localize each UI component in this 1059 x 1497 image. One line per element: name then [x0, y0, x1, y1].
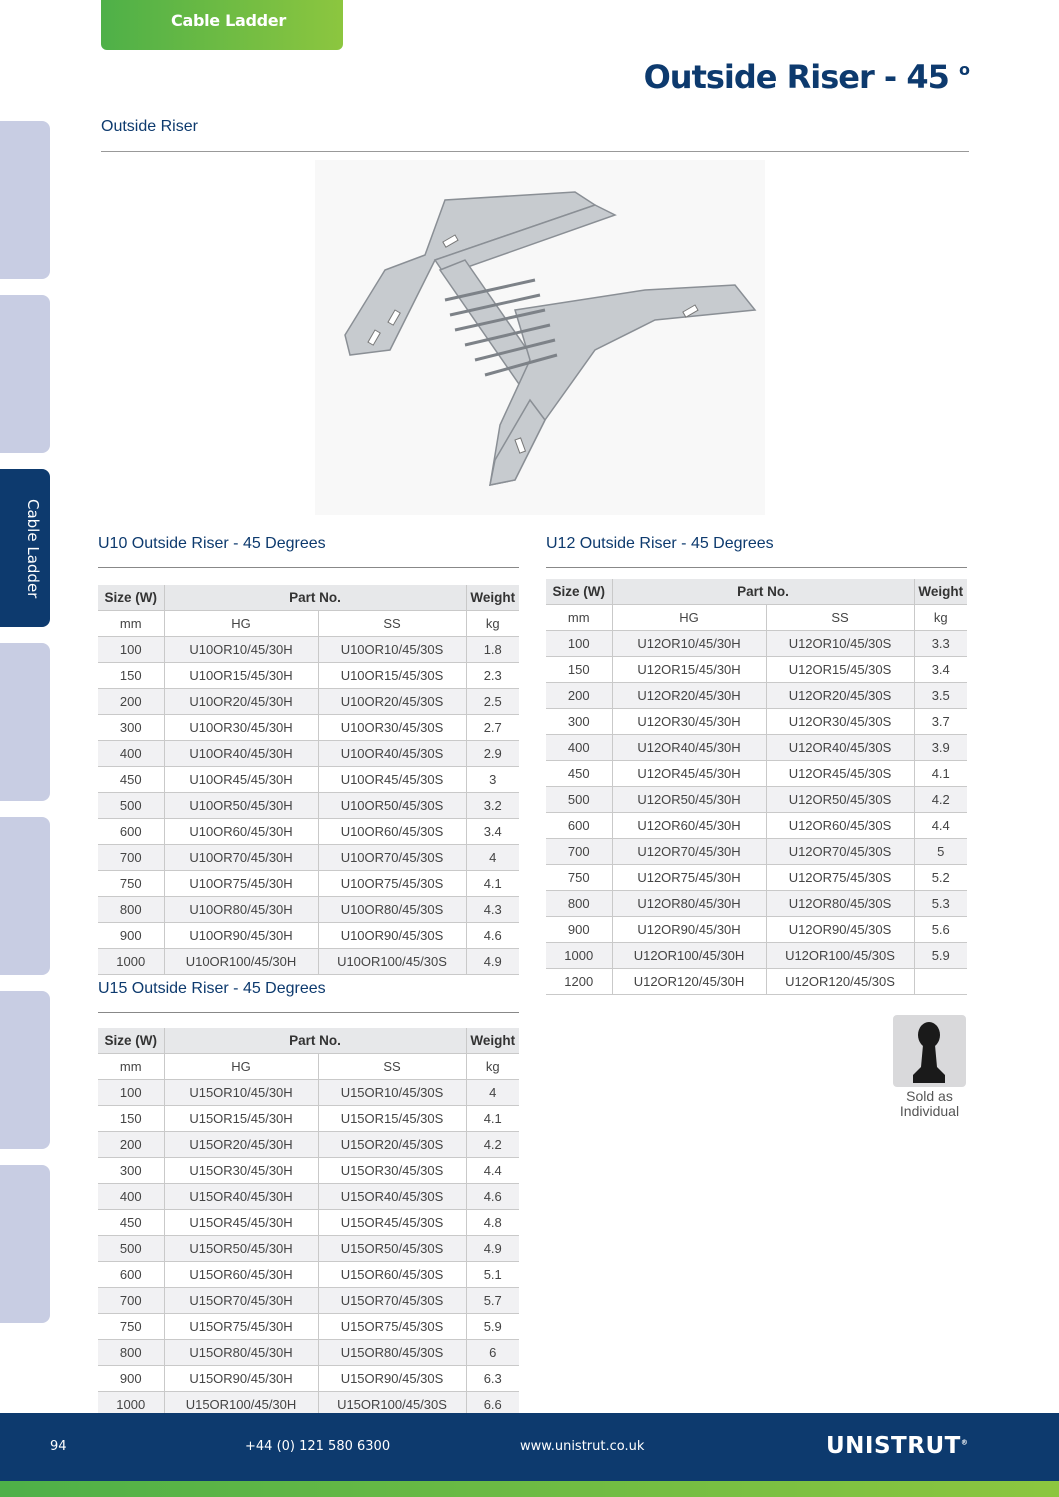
divider — [546, 567, 967, 568]
cell-ss-part: U10OR20/45/30S — [318, 689, 466, 715]
cell-ss-part: U10OR70/45/30S — [318, 845, 466, 871]
cell-hg-part: U10OR50/45/30H — [164, 793, 318, 819]
table-row — [98, 1106, 519, 1132]
cell-hg-part: U10OR90/45/30H — [164, 923, 318, 949]
cell-ss-part: U15OR50/45/30S — [318, 1236, 466, 1262]
cell-weight: 3.5 — [914, 683, 967, 709]
cell-size: 750 — [546, 865, 612, 891]
unit-kg: kg — [466, 611, 519, 637]
side-tab[interactable] — [0, 121, 50, 279]
cell-size: 800 — [546, 891, 612, 917]
table-row — [98, 663, 519, 689]
cell-weight: 4.8 — [466, 1210, 519, 1236]
cell-hg-part: U10OR40/45/30H — [164, 741, 318, 767]
table-units-row — [98, 611, 519, 637]
cell-weight: 5.1 — [466, 1262, 519, 1288]
unit-ss: SS — [318, 1054, 466, 1080]
cell-size: 600 — [98, 1262, 164, 1288]
cell-weight: 6.6 — [466, 1392, 519, 1418]
cell-size: 700 — [546, 839, 612, 865]
cell-weight: 4.6 — [466, 1184, 519, 1210]
cell-ss-part: U12OR90/45/30S — [766, 917, 914, 943]
cell-size: 300 — [98, 715, 164, 741]
table-row — [98, 1236, 519, 1262]
cell-size: 800 — [98, 1340, 164, 1366]
cell-hg-part: U12OR75/45/30H — [612, 865, 766, 891]
cell-size: 500 — [98, 1236, 164, 1262]
table-row — [98, 1340, 519, 1366]
table-row — [98, 1158, 519, 1184]
header-part-no: Part No. — [164, 1028, 466, 1054]
cell-weight: 4.9 — [466, 949, 519, 975]
table-title-u12: U12 Outside Riser - 45 Degrees — [546, 535, 774, 552]
cell-size: 400 — [546, 735, 612, 761]
degree-symbol: o — [959, 60, 969, 79]
cell-weight: 5.7 — [466, 1288, 519, 1314]
cell-size: 1000 — [98, 1392, 164, 1418]
cell-weight: 3.4 — [914, 657, 967, 683]
table-title-u10: U10 Outside Riser - 45 Degrees — [98, 535, 326, 552]
cell-size: 150 — [98, 663, 164, 689]
cell-weight: 3.9 — [914, 735, 967, 761]
table-units-row — [546, 605, 967, 631]
cell-weight: 4.2 — [914, 787, 967, 813]
table-row — [546, 891, 967, 917]
cell-weight: 5.6 — [914, 917, 967, 943]
side-tab[interactable] — [0, 817, 50, 975]
table-row — [546, 709, 967, 735]
cell-size: 450 — [98, 1210, 164, 1236]
cell-weight — [914, 969, 967, 995]
cell-ss-part: U15OR40/45/30S — [318, 1184, 466, 1210]
cell-weight: 4.3 — [466, 897, 519, 923]
cell-hg-part: U15OR50/45/30H — [164, 1236, 318, 1262]
u10-spec-table — [98, 585, 519, 975]
cell-size: 450 — [546, 761, 612, 787]
unit-hg: HG — [164, 1054, 318, 1080]
cell-ss-part: U15OR20/45/30S — [318, 1132, 466, 1158]
cell-weight: 4.4 — [466, 1158, 519, 1184]
cell-ss-part: U15OR70/45/30S — [318, 1288, 466, 1314]
cell-weight: 4.4 — [914, 813, 967, 839]
cell-hg-part: U12OR45/45/30H — [612, 761, 766, 787]
cell-size: 800 — [98, 897, 164, 923]
table-row — [98, 923, 519, 949]
cell-ss-part: U15OR45/45/30S — [318, 1210, 466, 1236]
header-weight: Weight — [466, 585, 519, 611]
cell-ss-part: U12OR100/45/30S — [766, 943, 914, 969]
table-row — [546, 839, 967, 865]
cell-hg-part: U15OR20/45/30H — [164, 1132, 318, 1158]
website-link[interactable]: www.unistrut.co.uk — [520, 1439, 645, 1454]
cell-hg-part: U12OR80/45/30H — [612, 891, 766, 917]
table-row — [98, 793, 519, 819]
cell-size: 300 — [98, 1158, 164, 1184]
table-row — [98, 637, 519, 663]
cell-size: 200 — [98, 1132, 164, 1158]
cell-ss-part: U15OR80/45/30S — [318, 1340, 466, 1366]
cell-ss-part: U15OR75/45/30S — [318, 1314, 466, 1340]
unit-mm: mm — [98, 611, 164, 637]
cell-ss-part: U12OR70/45/30S — [766, 839, 914, 865]
cell-ss-part: U10OR90/45/30S — [318, 923, 466, 949]
u15-spec-table — [98, 1028, 519, 1418]
table-row — [546, 761, 967, 787]
cell-size: 900 — [98, 1366, 164, 1392]
cell-hg-part: U15OR75/45/30H — [164, 1314, 318, 1340]
cell-hg-part: U12OR40/45/30H — [612, 735, 766, 761]
cell-hg-part: U12OR90/45/30H — [612, 917, 766, 943]
cell-weight: 4.1 — [466, 871, 519, 897]
cell-ss-part: U10OR40/45/30S — [318, 741, 466, 767]
header-size: Size (W) — [98, 585, 164, 611]
cell-weight: 4.1 — [466, 1106, 519, 1132]
cell-weight: 4 — [466, 1080, 519, 1106]
table-row — [546, 917, 967, 943]
cell-weight: 4 — [466, 845, 519, 871]
cell-weight: 3.7 — [914, 709, 967, 735]
table-title-u15: U15 Outside Riser - 45 Degrees — [98, 980, 326, 997]
cell-weight: 5.2 — [914, 865, 967, 891]
cell-hg-part: U15OR10/45/30H — [164, 1080, 318, 1106]
cell-size: 700 — [98, 845, 164, 871]
side-tab[interactable] — [0, 295, 50, 453]
table-row — [98, 689, 519, 715]
u12-spec-table — [546, 579, 967, 995]
cell-ss-part: U10OR15/45/30S — [318, 663, 466, 689]
divider — [101, 151, 969, 152]
cell-size: 400 — [98, 741, 164, 767]
cell-ss-part: U15OR30/45/30S — [318, 1158, 466, 1184]
unit-hg: HG — [612, 605, 766, 631]
header-part-no: Part No. — [612, 579, 914, 605]
cell-hg-part: U12OR50/45/30H — [612, 787, 766, 813]
table-row — [98, 1080, 519, 1106]
cell-size: 400 — [98, 1184, 164, 1210]
cell-weight: 4.9 — [466, 1236, 519, 1262]
cell-hg-part: U15OR100/45/30H — [164, 1392, 318, 1418]
cell-size: 600 — [98, 819, 164, 845]
cell-weight: 2.7 — [466, 715, 519, 741]
table-row — [546, 865, 967, 891]
cell-hg-part: U10OR10/45/30H — [164, 637, 318, 663]
cell-weight: 4.1 — [914, 761, 967, 787]
cell-hg-part: U15OR70/45/30H — [164, 1288, 318, 1314]
cell-weight: 5 — [914, 839, 967, 865]
table-row — [98, 1184, 519, 1210]
cell-weight: 1.8 — [466, 637, 519, 663]
cell-ss-part: U12OR120/45/30S — [766, 969, 914, 995]
page-number: 94 — [50, 1439, 67, 1454]
side-tab-active[interactable] — [0, 469, 50, 627]
cell-hg-part: U12OR100/45/30H — [612, 943, 766, 969]
cell-size: 150 — [98, 1106, 164, 1132]
header-weight: Weight — [466, 1028, 519, 1054]
cell-ss-part: U12OR75/45/30S — [766, 865, 914, 891]
unit-mm: mm — [546, 605, 612, 631]
cell-weight: 3.2 — [466, 793, 519, 819]
page-subtitle: Outside Riser — [101, 118, 198, 135]
phone-number[interactable]: +44 (0) 121 580 6300 — [245, 1439, 391, 1454]
table-row — [546, 631, 967, 657]
table-row — [98, 741, 519, 767]
table-row — [98, 1210, 519, 1236]
cell-size: 100 — [98, 1080, 164, 1106]
cell-size: 600 — [546, 813, 612, 839]
cell-weight: 5.3 — [914, 891, 967, 917]
cell-ss-part: U12OR50/45/30S — [766, 787, 914, 813]
cell-size: 300 — [546, 709, 612, 735]
cell-weight: 2.3 — [466, 663, 519, 689]
cell-ss-part: U10OR10/45/30S — [318, 637, 466, 663]
cell-hg-part: U10OR100/45/30H — [164, 949, 318, 975]
cell-ss-part: U15OR60/45/30S — [318, 1262, 466, 1288]
cell-hg-part: U15OR80/45/30H — [164, 1340, 318, 1366]
cell-hg-part: U12OR20/45/30H — [612, 683, 766, 709]
cell-size: 500 — [98, 793, 164, 819]
cell-ss-part: U12OR80/45/30S — [766, 891, 914, 917]
section-tab-label: Cable Ladder — [171, 11, 286, 30]
cell-size: 450 — [98, 767, 164, 793]
cell-size: 200 — [98, 689, 164, 715]
sold-individual-label: Sold as Individual — [899, 1088, 960, 1119]
unit-mm: mm — [98, 1054, 164, 1080]
unit-kg: kg — [914, 605, 967, 631]
cell-size: 100 — [98, 637, 164, 663]
table-row — [546, 683, 967, 709]
cell-size: 150 — [546, 657, 612, 683]
cell-hg-part: U10OR75/45/30H — [164, 871, 318, 897]
cell-hg-part: U12OR120/45/30H — [612, 969, 766, 995]
cell-hg-part: U10OR20/45/30H — [164, 689, 318, 715]
cell-weight: 3 — [466, 767, 519, 793]
unit-kg: kg — [466, 1054, 519, 1080]
cell-hg-part: U10OR30/45/30H — [164, 715, 318, 741]
table-row — [546, 657, 967, 683]
page-title: Outside Riser - 45 $^o$ — [643, 58, 969, 96]
cell-size: 1000 — [546, 943, 612, 969]
table-row — [546, 943, 967, 969]
unit-hg: HG — [164, 611, 318, 637]
side-tab[interactable] — [0, 1165, 50, 1323]
cell-hg-part: U12OR15/45/30H — [612, 657, 766, 683]
cell-hg-part: U10OR45/45/30H — [164, 767, 318, 793]
cell-ss-part: U12OR15/45/30S — [766, 657, 914, 683]
person-silhouette-icon — [893, 1015, 966, 1087]
cell-size: 1000 — [98, 949, 164, 975]
table-row — [546, 735, 967, 761]
cell-ss-part: U15OR100/45/30S — [318, 1392, 466, 1418]
cell-hg-part: U12OR60/45/30H — [612, 813, 766, 839]
cell-ss-part: U10OR45/45/30S — [318, 767, 466, 793]
cell-ss-part: U10OR60/45/30S — [318, 819, 466, 845]
table-row — [98, 949, 519, 975]
cell-hg-part: U10OR15/45/30H — [164, 663, 318, 689]
table-row — [98, 1132, 519, 1158]
cell-weight: 6 — [466, 1340, 519, 1366]
side-tab-label: Cable Ladder — [24, 499, 42, 599]
cell-size: 750 — [98, 871, 164, 897]
cell-ss-part: U10OR50/45/30S — [318, 793, 466, 819]
cell-size: 500 — [546, 787, 612, 813]
cell-ss-part: U10OR75/45/30S — [318, 871, 466, 897]
cell-ss-part: U10OR30/45/30S — [318, 715, 466, 741]
cell-weight: 6.3 — [466, 1366, 519, 1392]
cell-weight: 5.9 — [466, 1314, 519, 1340]
cell-size: 200 — [546, 683, 612, 709]
table-row — [98, 1366, 519, 1392]
brand-logo: UNISTRUT® — [826, 1433, 969, 1459]
table-row — [98, 819, 519, 845]
cell-ss-part: U12OR30/45/30S — [766, 709, 914, 735]
table-row — [546, 813, 967, 839]
section-tab — [101, 0, 343, 50]
cell-hg-part: U10OR80/45/30H — [164, 897, 318, 923]
cell-hg-part: U15OR45/45/30H — [164, 1210, 318, 1236]
table-header-row — [98, 585, 519, 611]
table-units-row — [98, 1054, 519, 1080]
cell-hg-part: U15OR90/45/30H — [164, 1366, 318, 1392]
cell-ss-part: U12OR45/45/30S — [766, 761, 914, 787]
table-row — [98, 1314, 519, 1340]
cell-size: 700 — [98, 1288, 164, 1314]
side-tab[interactable] — [0, 643, 50, 801]
cell-ss-part: U12OR10/45/30S — [766, 631, 914, 657]
cell-weight: 2.5 — [466, 689, 519, 715]
cell-ss-part: U15OR15/45/30S — [318, 1106, 466, 1132]
cell-hg-part: U12OR70/45/30H — [612, 839, 766, 865]
header-size: Size (W) — [546, 579, 612, 605]
cell-weight: 4.6 — [466, 923, 519, 949]
cell-ss-part: U15OR90/45/30S — [318, 1366, 466, 1392]
cell-ss-part: U12OR20/45/30S — [766, 683, 914, 709]
cell-size: 750 — [98, 1314, 164, 1340]
table-header-row — [98, 1028, 519, 1054]
cell-hg-part: U12OR10/45/30H — [612, 631, 766, 657]
cell-size: 1200 — [546, 969, 612, 995]
unit-ss: SS — [318, 611, 466, 637]
divider — [98, 1012, 519, 1013]
header-size: Size (W) — [98, 1028, 164, 1054]
table-row — [98, 845, 519, 871]
cell-ss-part: U10OR80/45/30S — [318, 897, 466, 923]
unit-ss: SS — [766, 605, 914, 631]
cell-size: 900 — [546, 917, 612, 943]
table-row — [98, 1288, 519, 1314]
table-row — [98, 767, 519, 793]
product-photo — [315, 160, 765, 515]
divider — [98, 567, 519, 568]
cell-weight: 5.9 — [914, 943, 967, 969]
footer-accent-bar — [0, 1481, 1059, 1497]
cell-ss-part: U10OR100/45/30S — [318, 949, 466, 975]
cell-hg-part: U15OR15/45/30H — [164, 1106, 318, 1132]
cell-ss-part: U12OR60/45/30S — [766, 813, 914, 839]
table-row — [546, 787, 967, 813]
cell-hg-part: U15OR30/45/30H — [164, 1158, 318, 1184]
cell-hg-part: U10OR60/45/30H — [164, 819, 318, 845]
header-part-no: Part No. — [164, 585, 466, 611]
table-row — [546, 969, 967, 995]
cell-hg-part: U15OR40/45/30H — [164, 1184, 318, 1210]
table-row — [98, 715, 519, 741]
cell-hg-part: U10OR70/45/30H — [164, 845, 318, 871]
cell-weight: 2.9 — [466, 741, 519, 767]
table-row — [98, 897, 519, 923]
footer — [0, 1413, 1059, 1481]
cell-ss-part: U12OR40/45/30S — [766, 735, 914, 761]
table-header-row — [546, 579, 967, 605]
cell-hg-part: U15OR60/45/30H — [164, 1262, 318, 1288]
sold-individual-badge — [893, 1015, 966, 1087]
table-row — [98, 871, 519, 897]
cell-ss-part: U15OR10/45/30S — [318, 1080, 466, 1106]
cell-size: 100 — [546, 631, 612, 657]
table-row — [98, 1262, 519, 1288]
cell-weight: 3.4 — [466, 819, 519, 845]
cell-size: 900 — [98, 923, 164, 949]
cell-hg-part: U12OR30/45/30H — [612, 709, 766, 735]
side-tab[interactable] — [0, 991, 50, 1149]
cell-weight: 3.3 — [914, 631, 967, 657]
header-weight: Weight — [914, 579, 967, 605]
cell-weight: 4.2 — [466, 1132, 519, 1158]
